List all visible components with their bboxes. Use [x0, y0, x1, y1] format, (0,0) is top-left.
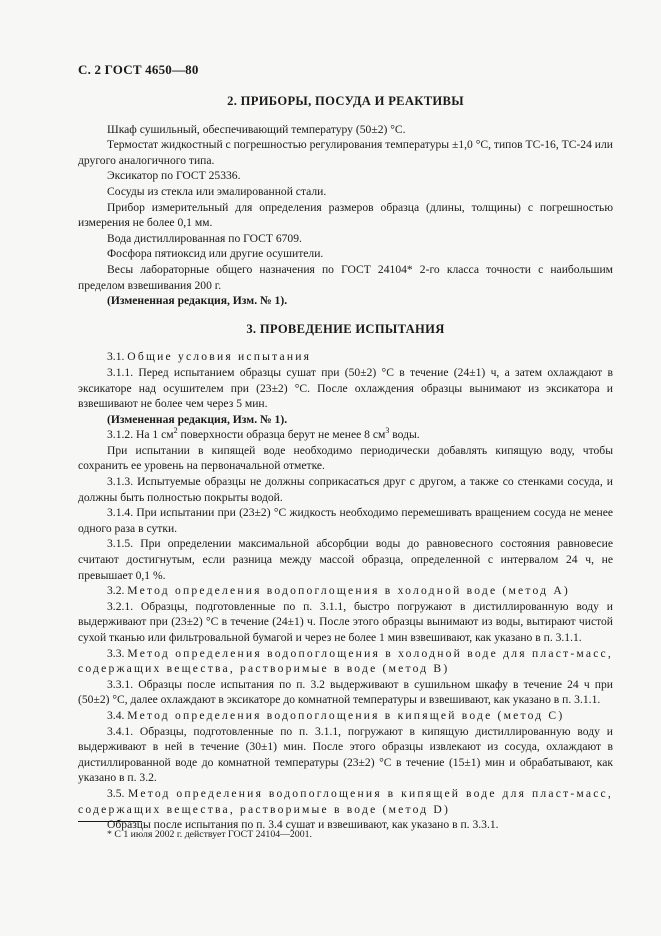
- clause-3-5: [78, 786, 613, 817]
- clause-3-1-5: 3.1.5. При определении максимальной абсорбции воды до равновесного состояния равновесие считают достигнутым, если разница между массой образца, определенной с интервалом 24 ч, не превышает 0,1 %.: [78, 537, 613, 582]
- clause-3-1-2-b: поверхности образца берут не менее 8 см: [177, 428, 386, 442]
- clause-3-1-4: 3.1.4. При испытании при (23±2) °С жидкость необходимо перемешивать вращением сосуда не менее одного раза в сутки.: [78, 506, 613, 535]
- s2-item-6: Вода дистиллированная по ГОСТ 6709.: [107, 231, 302, 245]
- s2-item-8: Весы лабораторные общего назначения по ГОСТ 24104* 2-го класса точности с наибольшим пределом взвешивания 200 г.: [78, 262, 613, 292]
- s2-item-7: Фосфора пятиоксид или другие осушители.: [107, 247, 324, 261]
- page-header: С. 2 ГОСТ 4650—80: [78, 62, 199, 77]
- s2-amendment: (Измененная редакция, Изм. № 1).: [107, 294, 288, 308]
- s2-item-5: Прибор измерительный для определения размеров образца (длины, толщины) с погрешностью измерения не более 0,1 мм.: [78, 200, 613, 230]
- clause-3-1-num: 3.1.: [107, 350, 125, 364]
- clause-3-3: [78, 646, 613, 677]
- sup-3: 3: [385, 426, 390, 436]
- s2-item-3: Эксикатор по ГОСТ 25336.: [107, 169, 241, 183]
- s3-amendment: (Измененная редакция, Изм. № 1).: [107, 412, 288, 426]
- clause-3-2-1: 3.2.1. Образцы, подготовленные по п. 3.1.1, быстро погружают в дистиллированную воду и выдерживают при (23±2) °С в течение (24±1) ч. После этого образцы вынимают из воды, вытирают чистой сухой тканью или фильтровальной бумагой и через не более 1 мин взвешивают, как указано в п. 3.1.1.: [78, 599, 613, 644]
- footnote: * С 1 июля 2002 г. действует ГОСТ 24104—2001.: [107, 829, 312, 840]
- footnote-divider: [78, 821, 142, 822]
- clause-3-2-title: Метод определения водопоглощения в холодной воде (метод А): [127, 584, 570, 598]
- clause-3-2-num: 3.2.: [107, 584, 125, 598]
- clause-3-5-cont: Образцы после испытания по п. 3.4 сушат и взвешивают, как указано в п. 3.3.1.: [107, 818, 499, 832]
- clause-3-4-title: Метод определения водопоглощения в кипящей воде (метод С): [127, 708, 565, 722]
- clause-3-4: [78, 708, 613, 724]
- clause-3-3-num: 3.3.: [107, 646, 125, 660]
- clause-3-5-num: 3.5.: [107, 786, 125, 800]
- clause-3-1-title: Общие условия испытания: [127, 350, 312, 364]
- clause-3-3-title: Метод определения водопоглощения в холодной воде для пласт-масс, содержащих вещества, растворимые в воде (метод В): [78, 646, 613, 676]
- clause-3-1-1: 3.1.1. Перед испытанием образцы сушат при (50±2) °С в течение (24±1) ч, а затем охлаждают в эксикаторе над осушителем при (23±2) °С. После охлаждения образцы вынимают из эксикатора и взвешивают не более чем через 5 мин.: [78, 365, 613, 411]
- clause-3-1-2-a: 3.1.2. На 1 см: [107, 428, 174, 442]
- page-content: [78, 94, 613, 833]
- sup-2: 2: [173, 426, 178, 436]
- clause-3-2: [78, 583, 613, 599]
- clause-3-1: [78, 349, 613, 365]
- section-3-heading: 3. ПРОВЕДЕНИЕ ИСПЫТАНИЯ: [246, 321, 445, 336]
- s2-item-4: Сосуды из стекла или эмалированной стали.: [107, 184, 327, 198]
- clause-3-5-title: Метод определения водопоглощения в кипящей воде для пласт-масс, содержащих вещества, растворимые в воде (метод D): [78, 786, 613, 816]
- clause-3-4-1: 3.4.1. Образцы, подготовленные по п. 3.1.1, погружают в кипящую дистиллированную воду и выдерживают в ней в течение (30±1) мин. После этого образцы извлекают из сосуда, охлаждают в дистиллированной воде до комнатной температуры (23±2) °С в течение (15±1) мин и обрабатывают, как указано в п. 3.2.: [78, 724, 613, 785]
- clause-3-1-2-cont: При испытании в кипящей воде необходимо периодически добавлять кипящую воду, чтобы сохранить ее уровень на первоначальной отметке.: [78, 443, 613, 473]
- clause-3-3-1: 3.3.1. Образцы после испытания по п. 3.2 выдерживают в сушильном шкафу в течение 24 ч при (50±2) °С, далее охлаждают в эксикаторе до комнатной температуры и взвешивают, как указано в п. 3.1.1.: [78, 677, 613, 707]
- clause-3-1-3: 3.1.3. Испытуемые образцы не должны соприкасаться друг с другом, а также со стенками сосуда, и должны быть полностью покрыты водой.: [78, 475, 613, 504]
- clause-3-4-num: 3.4.: [107, 708, 125, 722]
- section-2-heading: 2. ПРИБОРЫ, ПОСУДА И РЕАКТИВЫ: [227, 94, 464, 108]
- clause-3-1-2: [78, 427, 613, 443]
- clause-3-1-2-c: воды.: [389, 428, 420, 442]
- s2-item-1: Шкаф сушильный, обеспечивающий температуру (50±2) °С.: [107, 122, 406, 136]
- s2-item-2: Термостат жидкостный с погрешностью регулирования температуры ±1,0 °С, типов ТС-16, ТС-24 или другого аналогичного типа.: [78, 138, 613, 167]
